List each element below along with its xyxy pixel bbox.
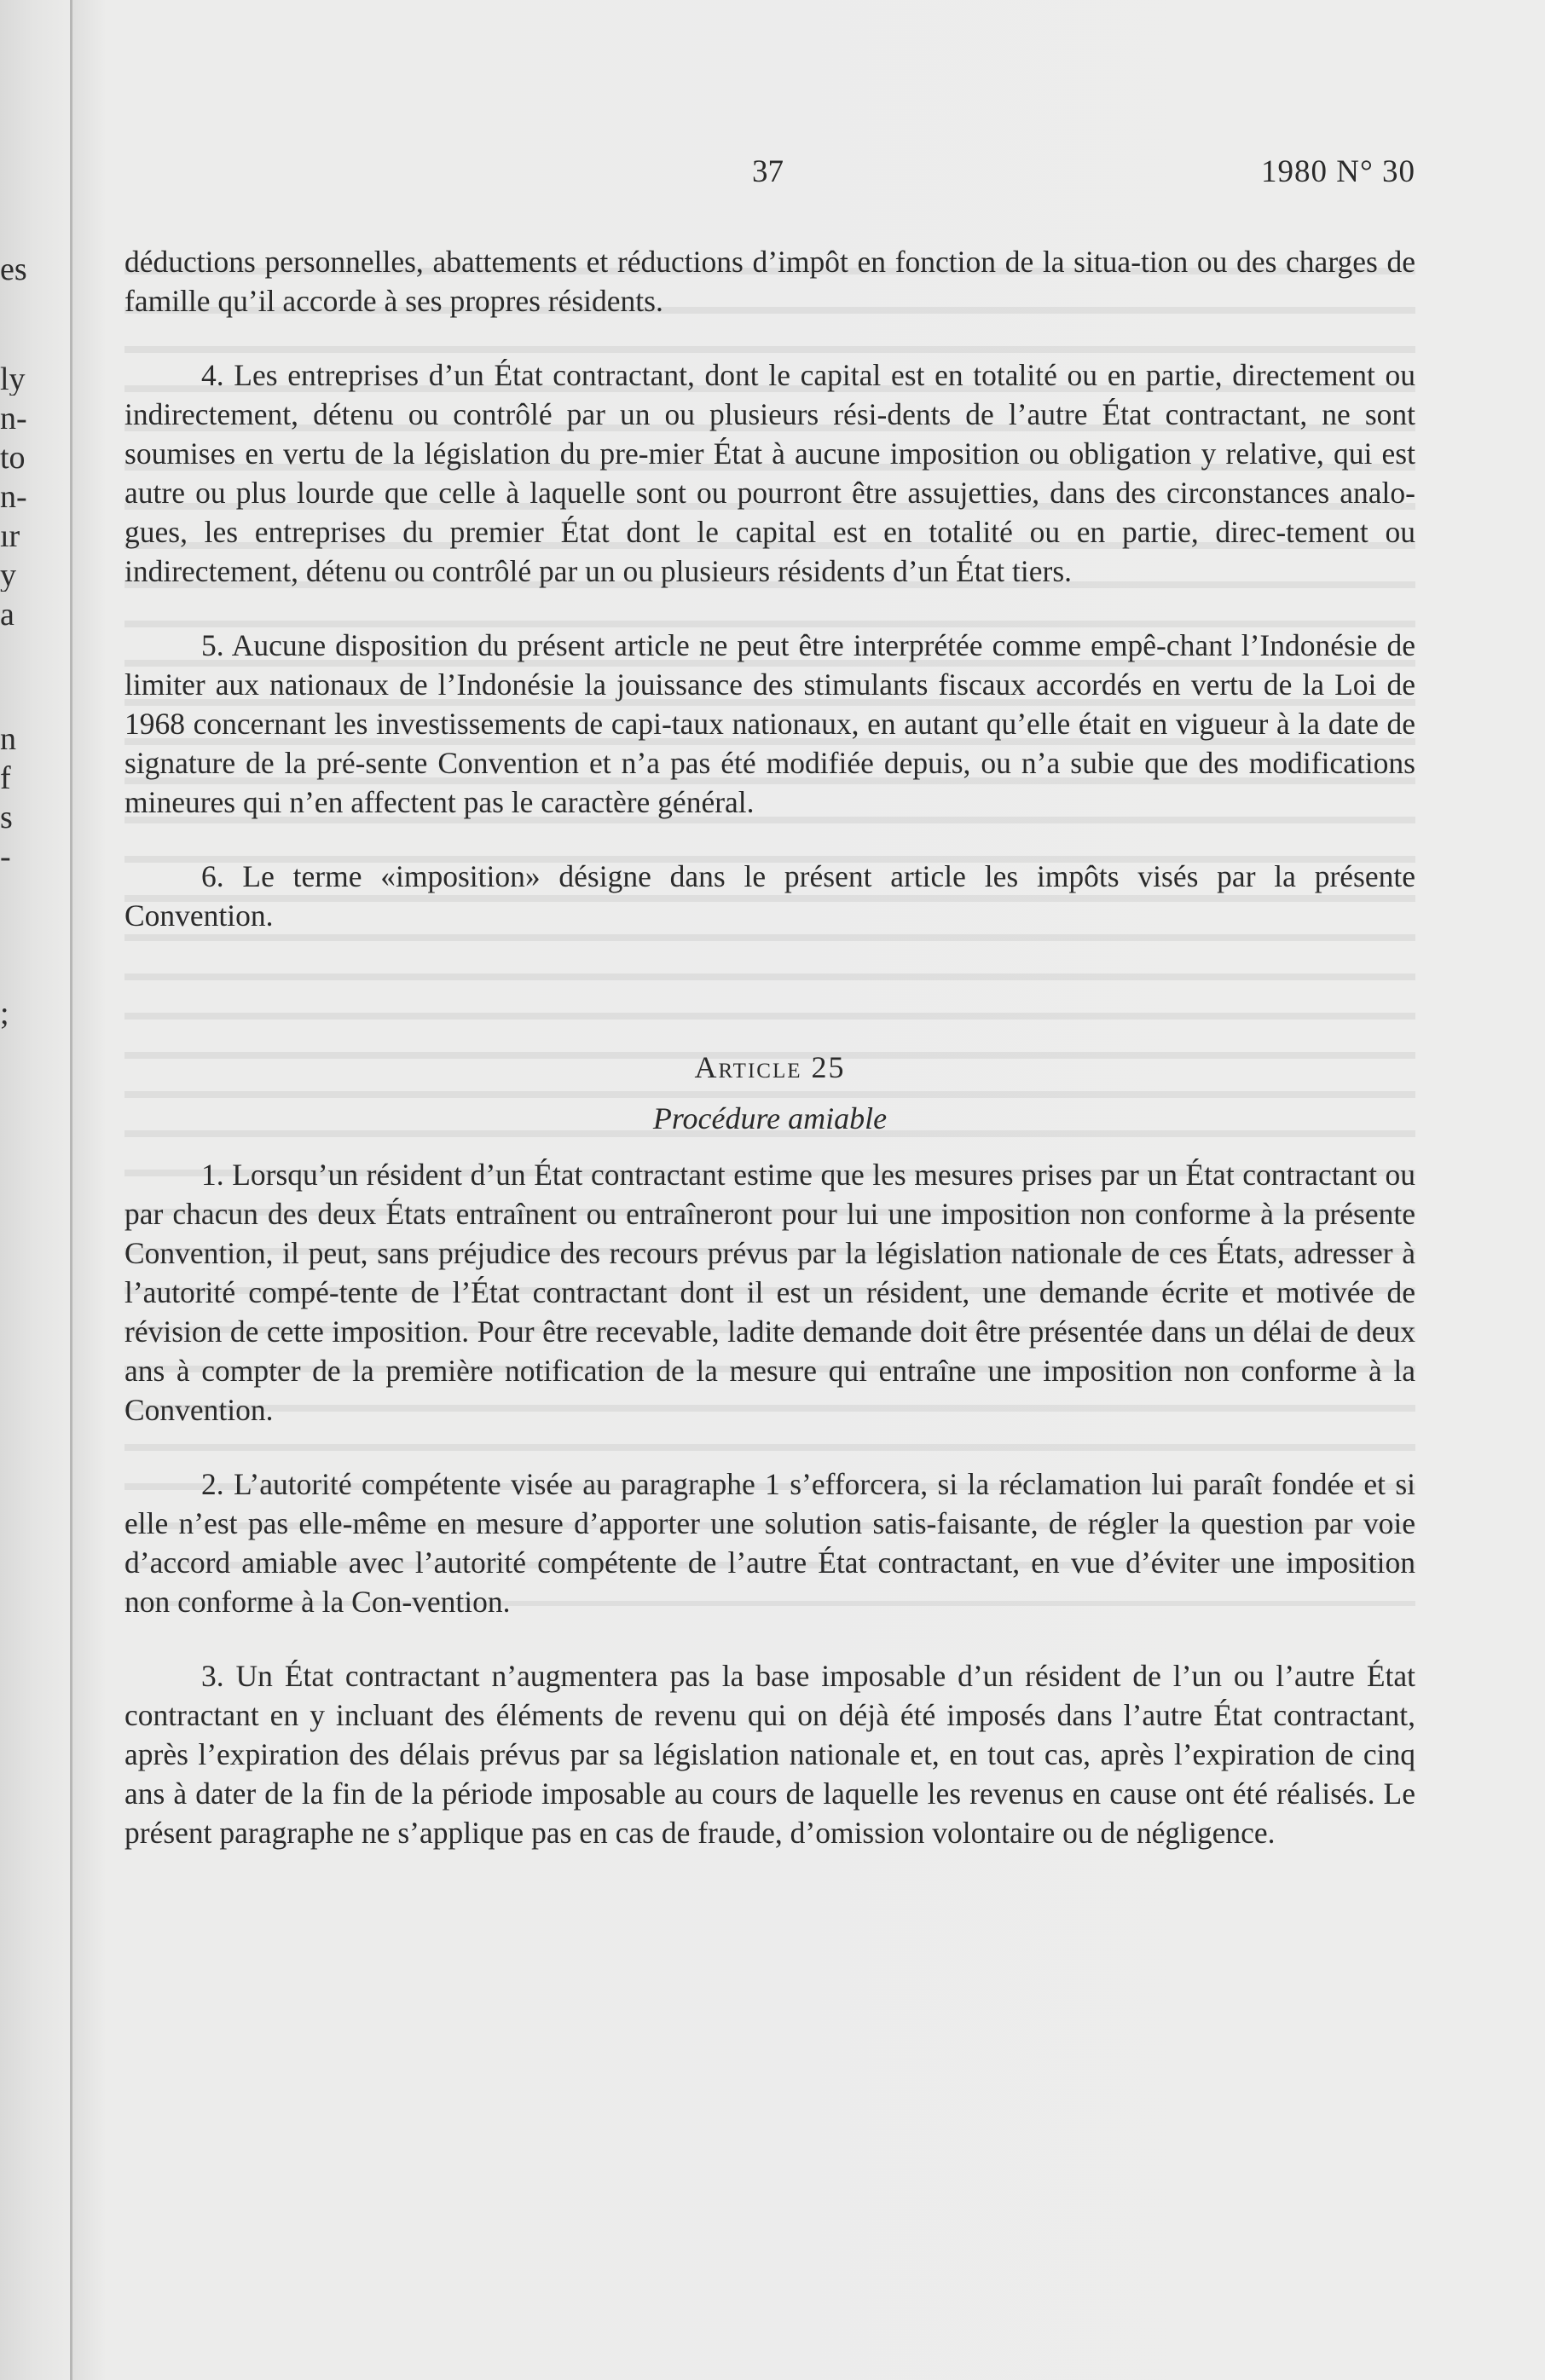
paragraph-5: 5. Aucune disposition du présent article ne peut être interprétée comme empê-chant l’Indonésie de limiter aux nationaux de l’Indonésie la jouissance des stimulants fiscaux accordés en vertu de la Loi de 1968 concernant les investissements de capi-taux nationaux, en autant qu’elle était en vigueur à la date de signature de la pré-sente Convention et n’a pas été modifiée depuis, ou n’a subie que des modifications mineures qui n’en affectent pas le caractère général. [124, 628, 1415, 819]
article-heading: Article 25 [694, 1050, 846, 1084]
margin-fragment: ; [0, 997, 9, 1030]
article-paragraph-2: 2. L’autorité compétente visée au paragraphe 1 s’efforcera, si la réclamation lui paraît fondée et si elle n’est pas elle-même en mesure d’apporter une solution satis-faisante, de régler la question par voie d’accord amiable avec l’autorité compétente de l’autre État contractant, en vue d’éviter une imposition non conforme à la Con-vention. [124, 1467, 1415, 1619]
document-reference: 1980 N° 30 [1260, 154, 1415, 189]
article-subheading: Procédure amiable [652, 1101, 888, 1135]
margin-fragment: n- [0, 402, 27, 435]
article-paragraph-1: 1. Lorsqu’un résident d’un État contractant estime que les mesures prises par un État contractant ou par chacun des deux États entraînent ou entraîneront pour lui une imposition non conforme à la présente Convention, il peut, sans préjudice des recours prévus par la législation nationale de ces États, adresser à l’autorité compé-tente de l’État contractant dont il est un résident, une demande écrite et motivée de révision de cette imposition. Pour être recevable, ladite demande doit être présentée dans un délai de deux ans à compter de la première notification de la mesure qui entraîne une imposition non conforme à la Convention. [124, 1158, 1415, 1427]
margin-fragment: a [0, 598, 14, 631]
margin-fragment: f [0, 762, 11, 794]
spine-shadow [72, 0, 107, 2380]
margin-fragment: es [0, 253, 27, 286]
margin-fragment: to [0, 442, 26, 474]
margin-fragment: n [0, 723, 16, 755]
margin-fragment: ly [0, 363, 26, 396]
article-paragraph-3: 3. Un État contractant n’augmentera pas la base imposable d’un résident de l’un ou l’autre État contractant en y incluant des éléments de revenu qui on déjà été imposés dans l’autre État contractant, après l’expiration des délais prévus par sa législation nationale et, en tout cas, après l’expiration de cinq ans à dater de la fin de la période imposable au cours de laquelle les revenus en cause ont été réalisés. Le présent paragraphe ne s’applique pas en cas de fraude, d’omission volontaire ou de négligence. [124, 1659, 1415, 1850]
facing-page-margin [0, 0, 70, 2380]
margin-fragment: y [0, 559, 16, 592]
page-number: 37 [752, 154, 784, 189]
margin-fragment: n- [0, 481, 27, 513]
page-header [0, 153, 1545, 196]
paragraph-4: 4. Les entreprises d’un État contractant, dont le capital est en totalité ou en partie, directement ou indirectement, détenu ou contrôlé par un ou plusieurs rési-dents de l’autre État contractant, ne sont soumises en vertu de la législation du pre-mier État à aucune imposition ou obligation y relative, qui est autre ou plus lourde que celle à laquelle sont ou pourront être assujetties, dans des circonstances analo-gues, les entreprises du premier État dont le capital est en totalité ou en partie, direc-tement ou indirectement, détenu ou contrôlé par un ou plusieurs résidents d’un État tiers. [124, 358, 1415, 588]
margin-fragment: - [0, 841, 11, 873]
page-body [124, 242, 1415, 1852]
paragraph-6: 6. Le terme «imposition» désigne dans le présent article les impôts visés par la présente Convention. [124, 859, 1415, 933]
margin-fragment: s [0, 801, 13, 834]
paragraph-continuation: déductions personnelles, abattements et réductions d’impôt en fonction de la situa-tion ou des charges de famille qu’il accorde à ses propres résidents. [124, 245, 1415, 318]
margin-fragment: ır [0, 520, 20, 552]
